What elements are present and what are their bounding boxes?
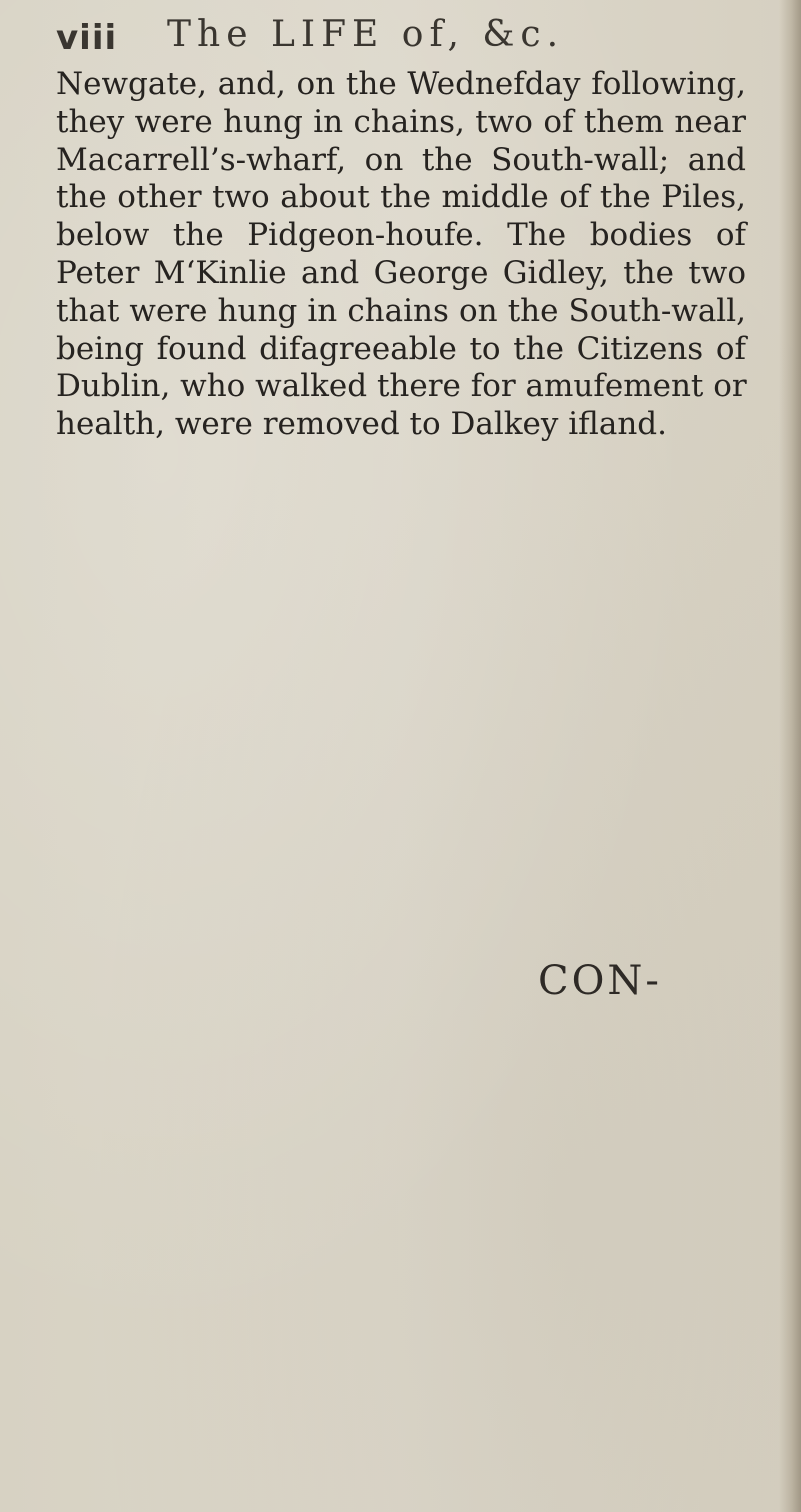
text-line: the other two about the middle of the Piles, xyxy=(56,179,746,216)
running-head xyxy=(56,14,736,64)
text-line: that were hung in chains on the South-wall, xyxy=(56,292,746,329)
text-line: Macarrell’s-wharf, on the South-wall; and xyxy=(56,141,746,178)
page-edge-shadow xyxy=(779,0,801,1512)
text-line: being found difagreeable to the Citizens of xyxy=(56,330,746,367)
text-line: below the Pidgeon-houfe. The bodies of xyxy=(56,217,746,254)
text-line: Peter M‘Kinlie and George Gidley, the two xyxy=(56,254,746,291)
text-line: Newgate, and, on the Wednefday following, xyxy=(56,66,746,102)
text-line: they were hung in chains, two of them near xyxy=(56,103,746,140)
body-paragraph xyxy=(56,66,746,444)
text-line: health, were removed to Dalkey ifland. xyxy=(56,406,667,443)
running-title: The LIFE of, &c. xyxy=(167,14,565,55)
text-line: Dublin, who walked there for amufement or xyxy=(56,368,747,405)
catchword: CON- xyxy=(538,958,662,1004)
page-number: viii xyxy=(56,18,118,58)
